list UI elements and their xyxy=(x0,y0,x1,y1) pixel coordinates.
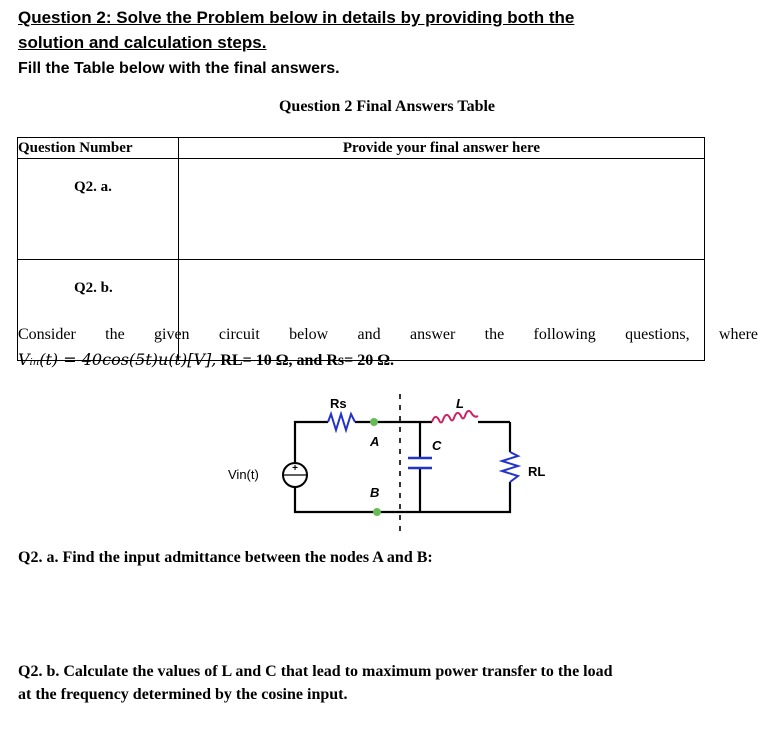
label-c: C xyxy=(432,438,442,453)
voltage-source xyxy=(283,463,307,487)
capacitor-c xyxy=(408,458,432,468)
circuit-diagram xyxy=(220,386,550,536)
rl-rs-values: RL= 10 Ω, and Rs= 20 Ω. xyxy=(220,352,395,369)
inductor-l xyxy=(432,411,478,423)
row-question-q2a: Q2. a. xyxy=(18,159,179,260)
answer-cell-q2b[interactable] xyxy=(179,260,705,361)
question-b-line1: Q2. b. Calculate the values of L and C that lead to maximum power transfer to the load xyxy=(18,663,613,680)
wire-left-top xyxy=(295,422,328,464)
instruction-text: Fill the Table below with the final answers. xyxy=(18,60,340,77)
label-a: A xyxy=(370,434,380,449)
question-heading-line1: Question 2: Solve the Problem below in details by providing both the xyxy=(18,8,575,27)
wire-bottom xyxy=(295,482,510,512)
row-question-q2b: Q2. b. xyxy=(18,260,179,361)
header-final-answer: Provide your final answer here xyxy=(179,138,705,159)
problem-statement: Consider the given circuit below and answer the following questions, where xyxy=(18,326,758,343)
table-row xyxy=(18,159,705,260)
table-title xyxy=(0,98,772,116)
node-a xyxy=(370,418,378,426)
problem-conditions xyxy=(18,350,394,370)
table-title-text: Question 2 Final Answers Table xyxy=(278,98,496,115)
label-vin: Vin(t) xyxy=(228,467,259,482)
vin-expression: Vᵢₙ(t) = 40cos(5t)u(t)[V], xyxy=(18,350,217,369)
resistor-rl xyxy=(502,452,518,482)
label-b: B xyxy=(370,485,380,500)
table-header-row xyxy=(18,138,705,159)
label-rs: Rs xyxy=(330,396,347,411)
header-question-number: Question Number xyxy=(18,138,179,159)
table-row xyxy=(18,260,705,361)
question-a: Q2. a. Find the input admittance between the nodes A and B: xyxy=(18,549,433,566)
resistor-rs xyxy=(328,414,355,430)
node-b xyxy=(373,508,381,516)
label-l: L xyxy=(456,396,464,411)
answer-cell-q2a[interactable] xyxy=(179,159,705,260)
label-rl: RL xyxy=(528,464,546,479)
question-heading-line2: solution and calculation steps. xyxy=(18,33,267,52)
source-plus: + xyxy=(292,463,298,474)
question-b-line2: at the frequency determined by the cosine input. xyxy=(18,686,348,703)
